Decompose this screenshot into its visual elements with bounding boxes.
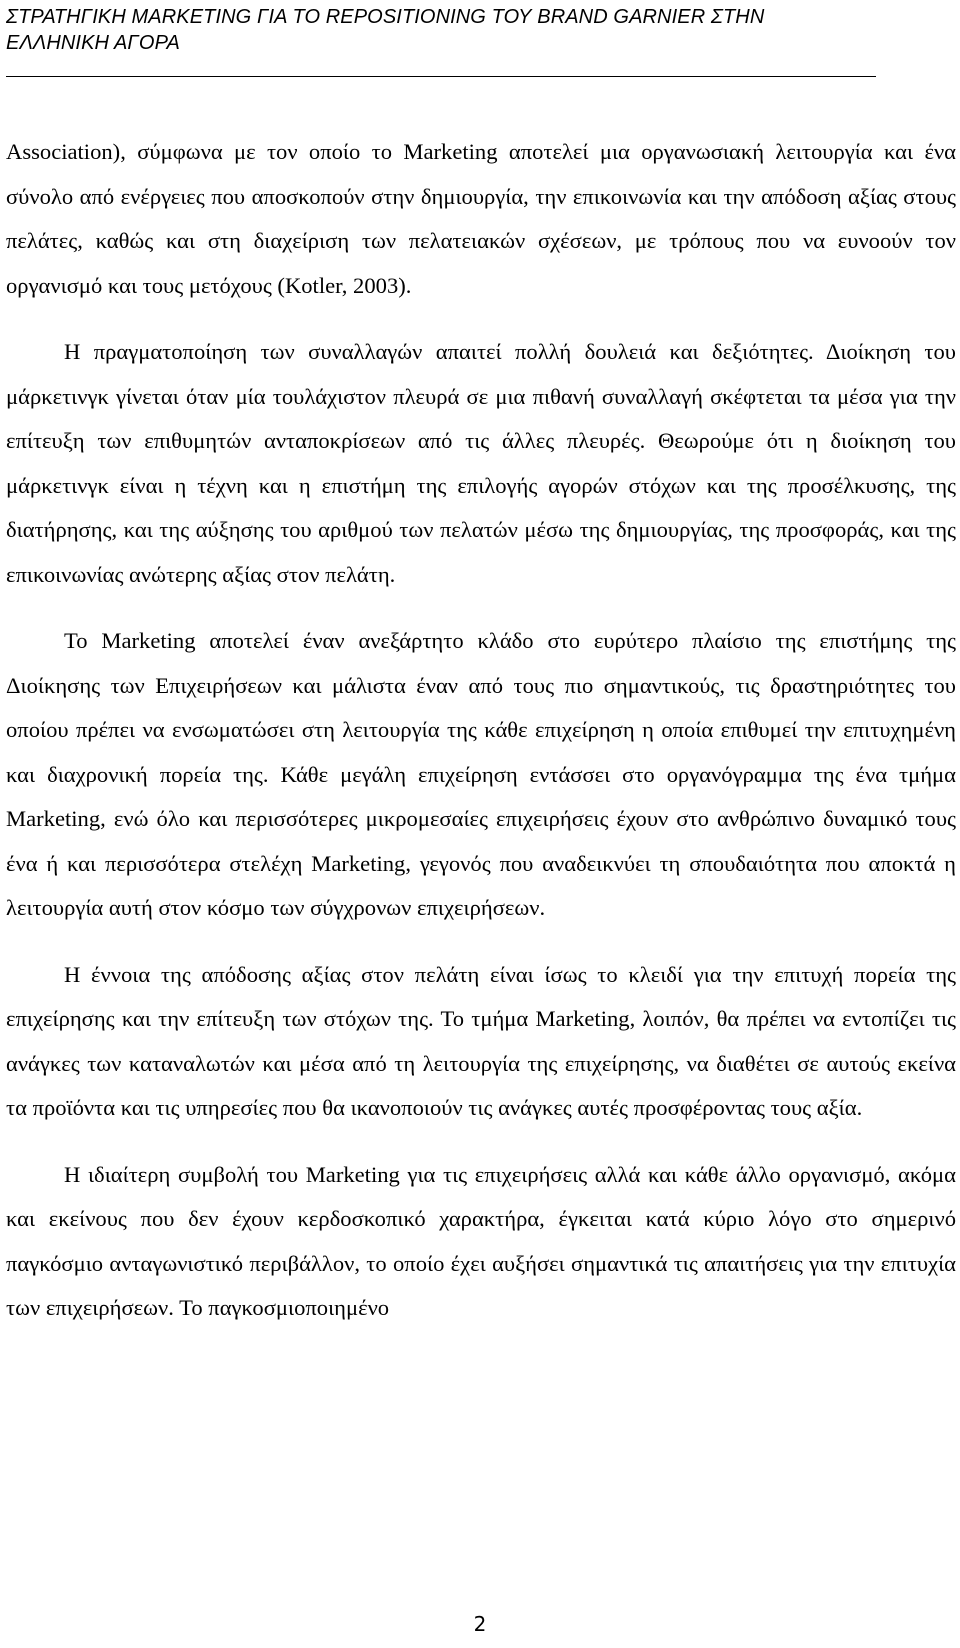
paragraph-marketing-contribution: Η ιδιαίτερη συμβολή του Marketing για τις επιχειρήσεις αλλά και κάθε άλλο οργανισμό, ακόμα και εκείνους που δεν έχουν κερδοσκοπικό χαρακτήρα, έγκειται κατά κύριο λόγο στο σημερινό παγκόσμιο ανταγωνιστικό περιβάλλον, το οποίο έχει αυξήσει σημαντικά τις απαιτήσεις για την επιτυχία των επιχειρήσεων. Το παγκοσμιοποιημένο [6, 1161, 956, 1320]
page-number: 2 [473, 1612, 487, 1636]
running-header [6, 4, 866, 56]
paragraph-transactions: Η πραγματοποίηση των συναλλαγών απαιτεί πολλή δουλειά και δεξιότητες. Διοίκηση του μάρκετινγκ γίνεται όταν μία τουλάχιστον πλευρά σε μια πιθανή συναλλαγή σκέφτεται τα μέσα για την επίτευξη των επιθυμητών ανταποκρίσεων από τις άλλες πλευρές. Θεωρούμε ότι η διοίκηση του μάρκετινγκ είναι η τέχνη και η επιστήμη της επιλογής αγορών στόχων και της προσέλκυσης, της διατήρησης, και της αύξησης του αριθμού των πελατών μέσω της δημιουργίας, της προσφοράς, και της επικοινωνίας ανώτερης αξίας στον πελάτη. [6, 339, 956, 587]
paragraph-customer-value: Η έννοια της απόδοσης αξίας στον πελάτη είναι ίσως το κλειδί για την επιτυχή πορεία της επιχείρησης και την επίτευξη των στόχων της. Το τμήμα Marketing, λοιπόν, θα πρέπει να εντοπίζει τις ανάγκες των καταναλωτών και μέσα από τη λειτουργία της επιχείρησης, να διαθέτει σε αυτούς εκείνα τα προϊόντα και τις υπηρεσίες που θα ικανοποιούν τις ανάγκες αυτές προσφέροντας τους αξία. [6, 961, 956, 1120]
paragraph-continuation: Association), σύμφωνα με τον οποίο το Marketing αποτελεί μια οργανωσιακή λειτουργία και ένα σύνολο από ενέργειες που αποσκοπούν στην δημιουργία, την επικοινωνία και την απόδοση αξίας στους πελάτες, καθώς και στη διαχείριση των πελατειακών σχέσεων, με τρόπους που να ευνοούν τον οργανισμό και τους μετόχους (Kotler, 2003). [6, 139, 956, 298]
document-body [6, 130, 956, 1331]
running-header-line-2: ΕΛΛΗΝΙΚΗ ΑΓΟΡΑ [6, 32, 180, 54]
header-divider [6, 76, 876, 77]
running-header-line-1: ΣΤΡΑΤΗΓΙΚΗ MARKETING ΓΙΑ ΤΟ REPOSITIONING ΤΟΥ BRAND GARNIER ΣΤΗΝ [6, 6, 765, 28]
paragraph-marketing-branch: Το Marketing αποτελεί έναν ανεξάρτητο κλάδο στο ευρύτερο πλαίσιο της επιστήμης της Διοίκησης των Επιχειρήσεων και μάλιστα έναν από τους πιο σημαντικούς, τις δραστηριότητες του οποίου πρέπει να ενσωματώσει στη λειτουργία της κάθε επιχείρηση η οποία επιθυμεί την επιτυχημένη και διαχρονική πορεία της. Κάθε μεγάλη επιχείρηση εντάσσει στο οργανόγραμμα της ένα τμήμα Marketing, ενώ όλο και περισσότερες μικρομεσαίες επιχειρήσεις έχουν στο ανθρώπινο δυναμικό τους ένα ή και περισσότερα στελέχη Marketing, γεγονός που αναδεικνύει τη σπουδαιότητα που αποκτά η λειτουργία αυτή στον κόσμο των σύγχρονων επιχειρήσεων. [6, 628, 956, 920]
